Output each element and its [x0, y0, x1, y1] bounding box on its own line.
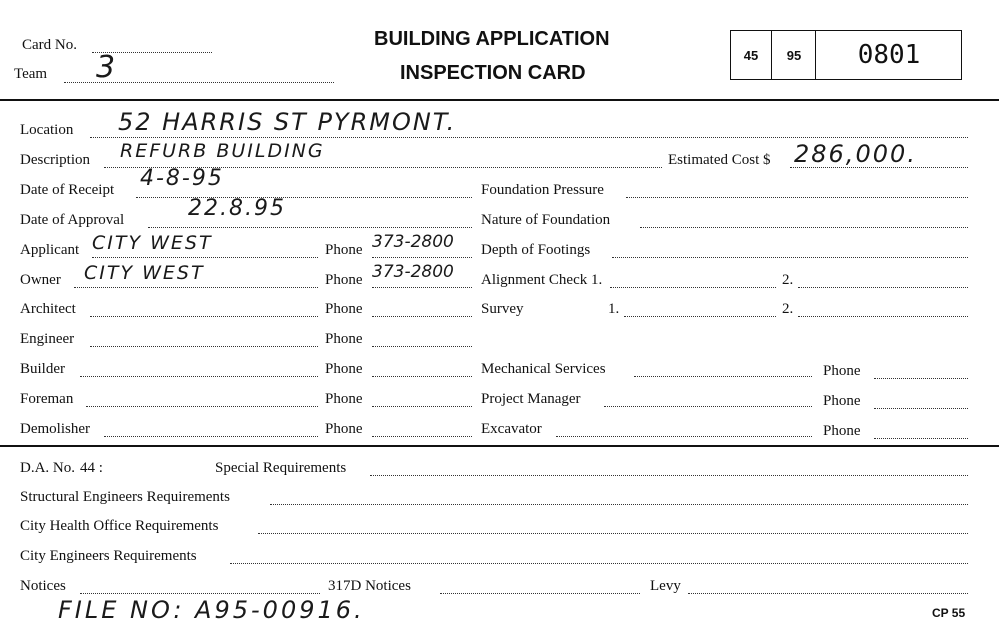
owner-phone-label: Phone — [325, 272, 363, 288]
survey-label: Survey — [481, 301, 524, 317]
foundation-pressure-line[interactable] — [626, 197, 968, 198]
structural-engineers-label: Structural Engineers Requirements — [20, 489, 230, 505]
date-approval-line[interactable] — [148, 227, 472, 228]
builder-phone-label: Phone — [325, 361, 363, 377]
project-manager-line[interactable] — [604, 406, 812, 407]
applicant-phone-label: Phone — [325, 242, 363, 258]
mechanical-services-line[interactable] — [634, 376, 812, 377]
demolisher-line[interactable] — [104, 436, 318, 437]
architect-phone-line[interactable] — [372, 316, 472, 317]
divider-top — [0, 99, 999, 101]
box-cell-1: 45 — [731, 31, 772, 79]
levy-line[interactable] — [688, 593, 968, 594]
date-receipt-label: Date of Receipt — [20, 182, 115, 198]
location-value: 52 HARRIS ST PYRMONT. — [118, 108, 457, 136]
title-line1: BUILDING APPLICATION — [374, 28, 610, 50]
divider-middle — [0, 445, 999, 447]
project-manager-phone-label: Phone — [823, 393, 861, 409]
depth-footings-label: Depth of Footings — [481, 242, 591, 258]
applicant-line[interactable] — [92, 257, 318, 258]
title-line2: INSPECTION CARD — [400, 62, 586, 84]
nature-foundation-label: Nature of Foundation — [481, 212, 611, 228]
special-requirements-line[interactable] — [370, 475, 968, 476]
project-manager-phone-line[interactable] — [874, 408, 968, 409]
estimated-cost-value: 286,000. — [794, 140, 917, 168]
location-line[interactable] — [90, 137, 968, 138]
builder-label: Builder — [20, 361, 65, 377]
owner-phone-line[interactable] — [372, 287, 472, 288]
owner-label: Owner — [20, 272, 61, 288]
levy-label: Levy — [650, 578, 681, 594]
alignment-check-1-line[interactable] — [610, 287, 776, 288]
city-engineers-label: City Engineers Requirements — [20, 548, 197, 564]
demolisher-phone-label: Phone — [325, 421, 363, 437]
nature-foundation-line[interactable] — [640, 227, 968, 228]
architect-line[interactable] — [90, 316, 318, 317]
survey-1-label: 1. — [608, 301, 620, 317]
foreman-phone-label: Phone — [325, 391, 363, 407]
notices-label: Notices — [20, 578, 66, 594]
estimated-cost-label: Estimated Cost $ — [668, 152, 771, 168]
owner-phone-value: 373-2800 — [372, 262, 454, 282]
architect-phone-label: Phone — [325, 301, 363, 317]
notices-317d-line[interactable] — [440, 593, 640, 594]
architect-label: Architect — [20, 301, 76, 317]
da-no-value: 44 : — [80, 460, 103, 476]
special-requirements-label: Special Requirements — [215, 460, 347, 476]
survey-1-line[interactable] — [624, 316, 776, 317]
alignment-check-label: Alignment Check 1. — [481, 272, 603, 288]
builder-line[interactable] — [80, 376, 318, 377]
team-label: Team — [14, 66, 48, 82]
date-receipt-value: 4-8-95 — [140, 166, 224, 191]
excavator-phone-line[interactable] — [874, 438, 968, 439]
mechanical-phone-label: Phone — [823, 363, 861, 379]
excavator-label: Excavator — [481, 421, 542, 437]
mechanical-phone-line[interactable] — [874, 378, 968, 379]
notices-317d-label: 317D Notices — [328, 578, 411, 594]
structural-engineers-line[interactable] — [270, 504, 968, 505]
engineer-phone-line[interactable] — [372, 346, 472, 347]
team-value: 3 — [96, 50, 118, 85]
foreman-line[interactable] — [86, 406, 318, 407]
applicant-phone-value: 373-2800 — [372, 232, 454, 252]
card-no-label: Card No. — [22, 37, 77, 53]
mechanical-services-label: Mechanical Services — [481, 361, 606, 377]
applicant-value: CITY WEST — [92, 232, 213, 254]
demolisher-phone-line[interactable] — [372, 436, 472, 437]
da-no-label: D.A. No. — [20, 460, 75, 476]
alignment-check-2-label: 2. — [782, 272, 794, 288]
demolisher-label: Demolisher — [20, 421, 90, 437]
builder-phone-line[interactable] — [372, 376, 472, 377]
date-approval-label: Date of Approval — [20, 212, 125, 228]
date-receipt-line[interactable] — [136, 197, 472, 198]
description-value: REFURB BUILDING — [120, 140, 325, 162]
application-number-box — [730, 30, 962, 80]
foundation-pressure-label: Foundation Pressure — [481, 182, 604, 198]
form-code: CP 55 — [932, 606, 966, 620]
survey-2-label: 2. — [782, 301, 794, 317]
health-office-line[interactable] — [258, 533, 968, 534]
description-label: Description — [20, 152, 90, 168]
engineer-label: Engineer — [20, 331, 75, 347]
applicant-label: Applicant — [20, 242, 80, 258]
foreman-phone-line[interactable] — [372, 406, 472, 407]
survey-2-line[interactable] — [798, 316, 968, 317]
owner-line[interactable] — [74, 287, 318, 288]
alignment-check-2-line[interactable] — [798, 287, 968, 288]
depth-footings-line[interactable] — [612, 257, 968, 258]
excavator-line[interactable] — [556, 436, 812, 437]
foreman-label: Foreman — [20, 391, 74, 407]
excavator-phone-label: Phone — [823, 423, 861, 439]
engineer-line[interactable] — [90, 346, 318, 347]
box-number: 0801 — [857, 40, 921, 70]
city-engineers-line[interactable] — [230, 563, 968, 564]
applicant-phone-line[interactable] — [372, 257, 472, 258]
location-label: Location — [20, 122, 74, 138]
health-office-label: City Health Office Requirements — [20, 518, 219, 534]
file-no-value: FILE NO: A95-00916. — [58, 596, 365, 624]
notices-line[interactable] — [80, 593, 320, 594]
box-cell-2: 95 — [773, 31, 816, 79]
owner-value: CITY WEST — [84, 262, 205, 284]
date-approval-value: 22.8.95 — [188, 196, 286, 221]
project-manager-label: Project Manager — [481, 391, 581, 407]
engineer-phone-label: Phone — [325, 331, 363, 347]
